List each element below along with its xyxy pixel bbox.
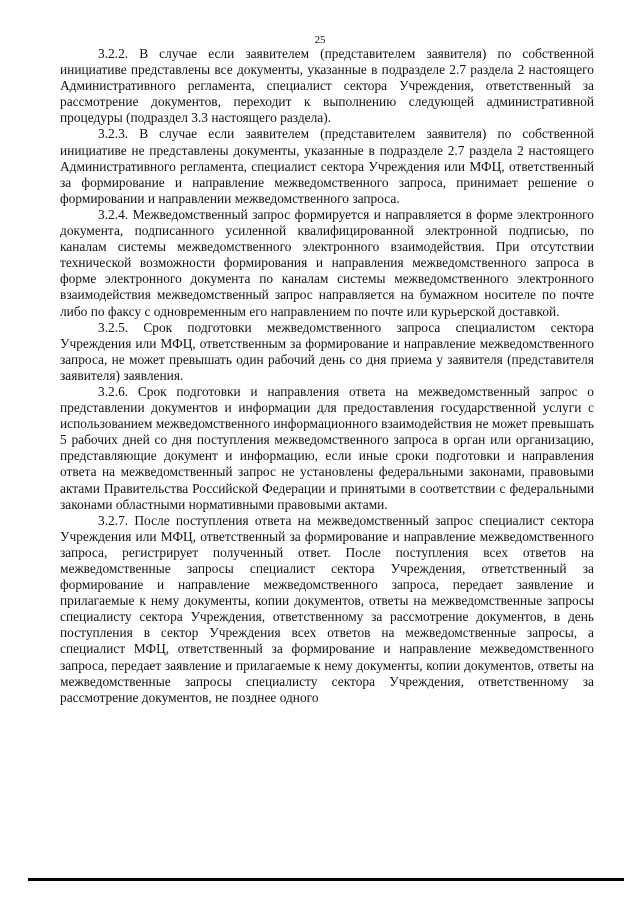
page-number: 25 bbox=[314, 34, 326, 46]
paragraph-3-2-6: 3.2.6. Срок подготовки и направления ответа на межведомственный запрос о представлении документов и информации для предоставления государственной услуги с использованием межведомственного информационного взаимодействия не может превышать 5 рабочих дней со дня поступления межведомственного запроса в орган или организацию, представляющие документ и информацию, если иные сроки подготовки и направления ответа на межведомственный запрос не установлены федеральными законами, правовыми актами Правительства Российской Федерации и принятыми в соответствии с федеральными законами областными нормативными правовыми актами. bbox=[60, 383, 594, 512]
paragraph-3-2-7: 3.2.7. После поступления ответа на межведомственный запрос специалист сектора Учреждения или МФЦ, ответственный за формирование и направление межведомственного запроса, регистрирует полученный ответ. После поступления всех ответов на межведомственные запросы специалист сектора Учреждения, ответственный за формирование и направление межведомственного запроса, передает заявление и прилагаемые к нему документы, копии документов, ответы на межведомственные запросы специалисту сектора Учреждения, ответственному за рассмотрение документов, в день поступления в сектор Учреждения всех ответов на межведомственные запросы, а специалист МФЦ, ответственный за формирование и направление межведомственного запроса, передает заявление и прилагаемые к нему документы, копии документов, ответы на межведомственные запросы специалисту сектора Учреждения, ответственному за рассмотрение документов, не позднее одного bbox=[60, 512, 594, 705]
bottom-rule bbox=[28, 878, 624, 881]
paragraph-3-2-4: 3.2.4. Межведомственный запрос формируется и направляется в форме электронного документа, подписанного усиленной квалифицированной электронной подписью, по каналам системы межведомственного электронного взаимодействия. При отсутствии технической возможности формирования и направления межведомственного запроса в форме электронного документа по каналам системы межведомственного электронного взаимодействия межведомственный запрос направляется на бумажном носителе по почте либо по факсу с одновременным его направлением по почте или курьерской доставкой. bbox=[60, 206, 594, 319]
document-body bbox=[60, 46, 594, 706]
paragraph-3-2-2: 3.2.2. В случае если заявителем (представителем заявителя) по собственной инициативе представлены все документы, указанные в подразделе 2.7 раздела 2 настоящего Административного регламента, специалист сектора Учреждения, ответственный за рассмотрение документов, переходит к выполнению следующей административной процедуры (подраздел 3.3 настоящего раздела). bbox=[60, 46, 594, 126]
paragraph-3-2-5: 3.2.5. Срок подготовки межведомственного запроса специалистом сектора Учреждения или МФЦ, ответственным за формирование и направление межведомственного запроса, не может превышать один рабочий день со дня приема у заявителя (представителя заявителя) заявления. bbox=[60, 319, 594, 383]
paragraph-3-2-3: 3.2.3. В случае если заявителем (представителем заявителя) по собственной инициативе не представлены документы, указанные в подразделе 2.7 раздела 2 настоящего Административного регламента, специалист сектора Учреждения или МФЦ, ответственный за формирование и направление межведомственного запроса, принимает решение о формировании и направлении межведомственного запроса. bbox=[60, 126, 594, 206]
